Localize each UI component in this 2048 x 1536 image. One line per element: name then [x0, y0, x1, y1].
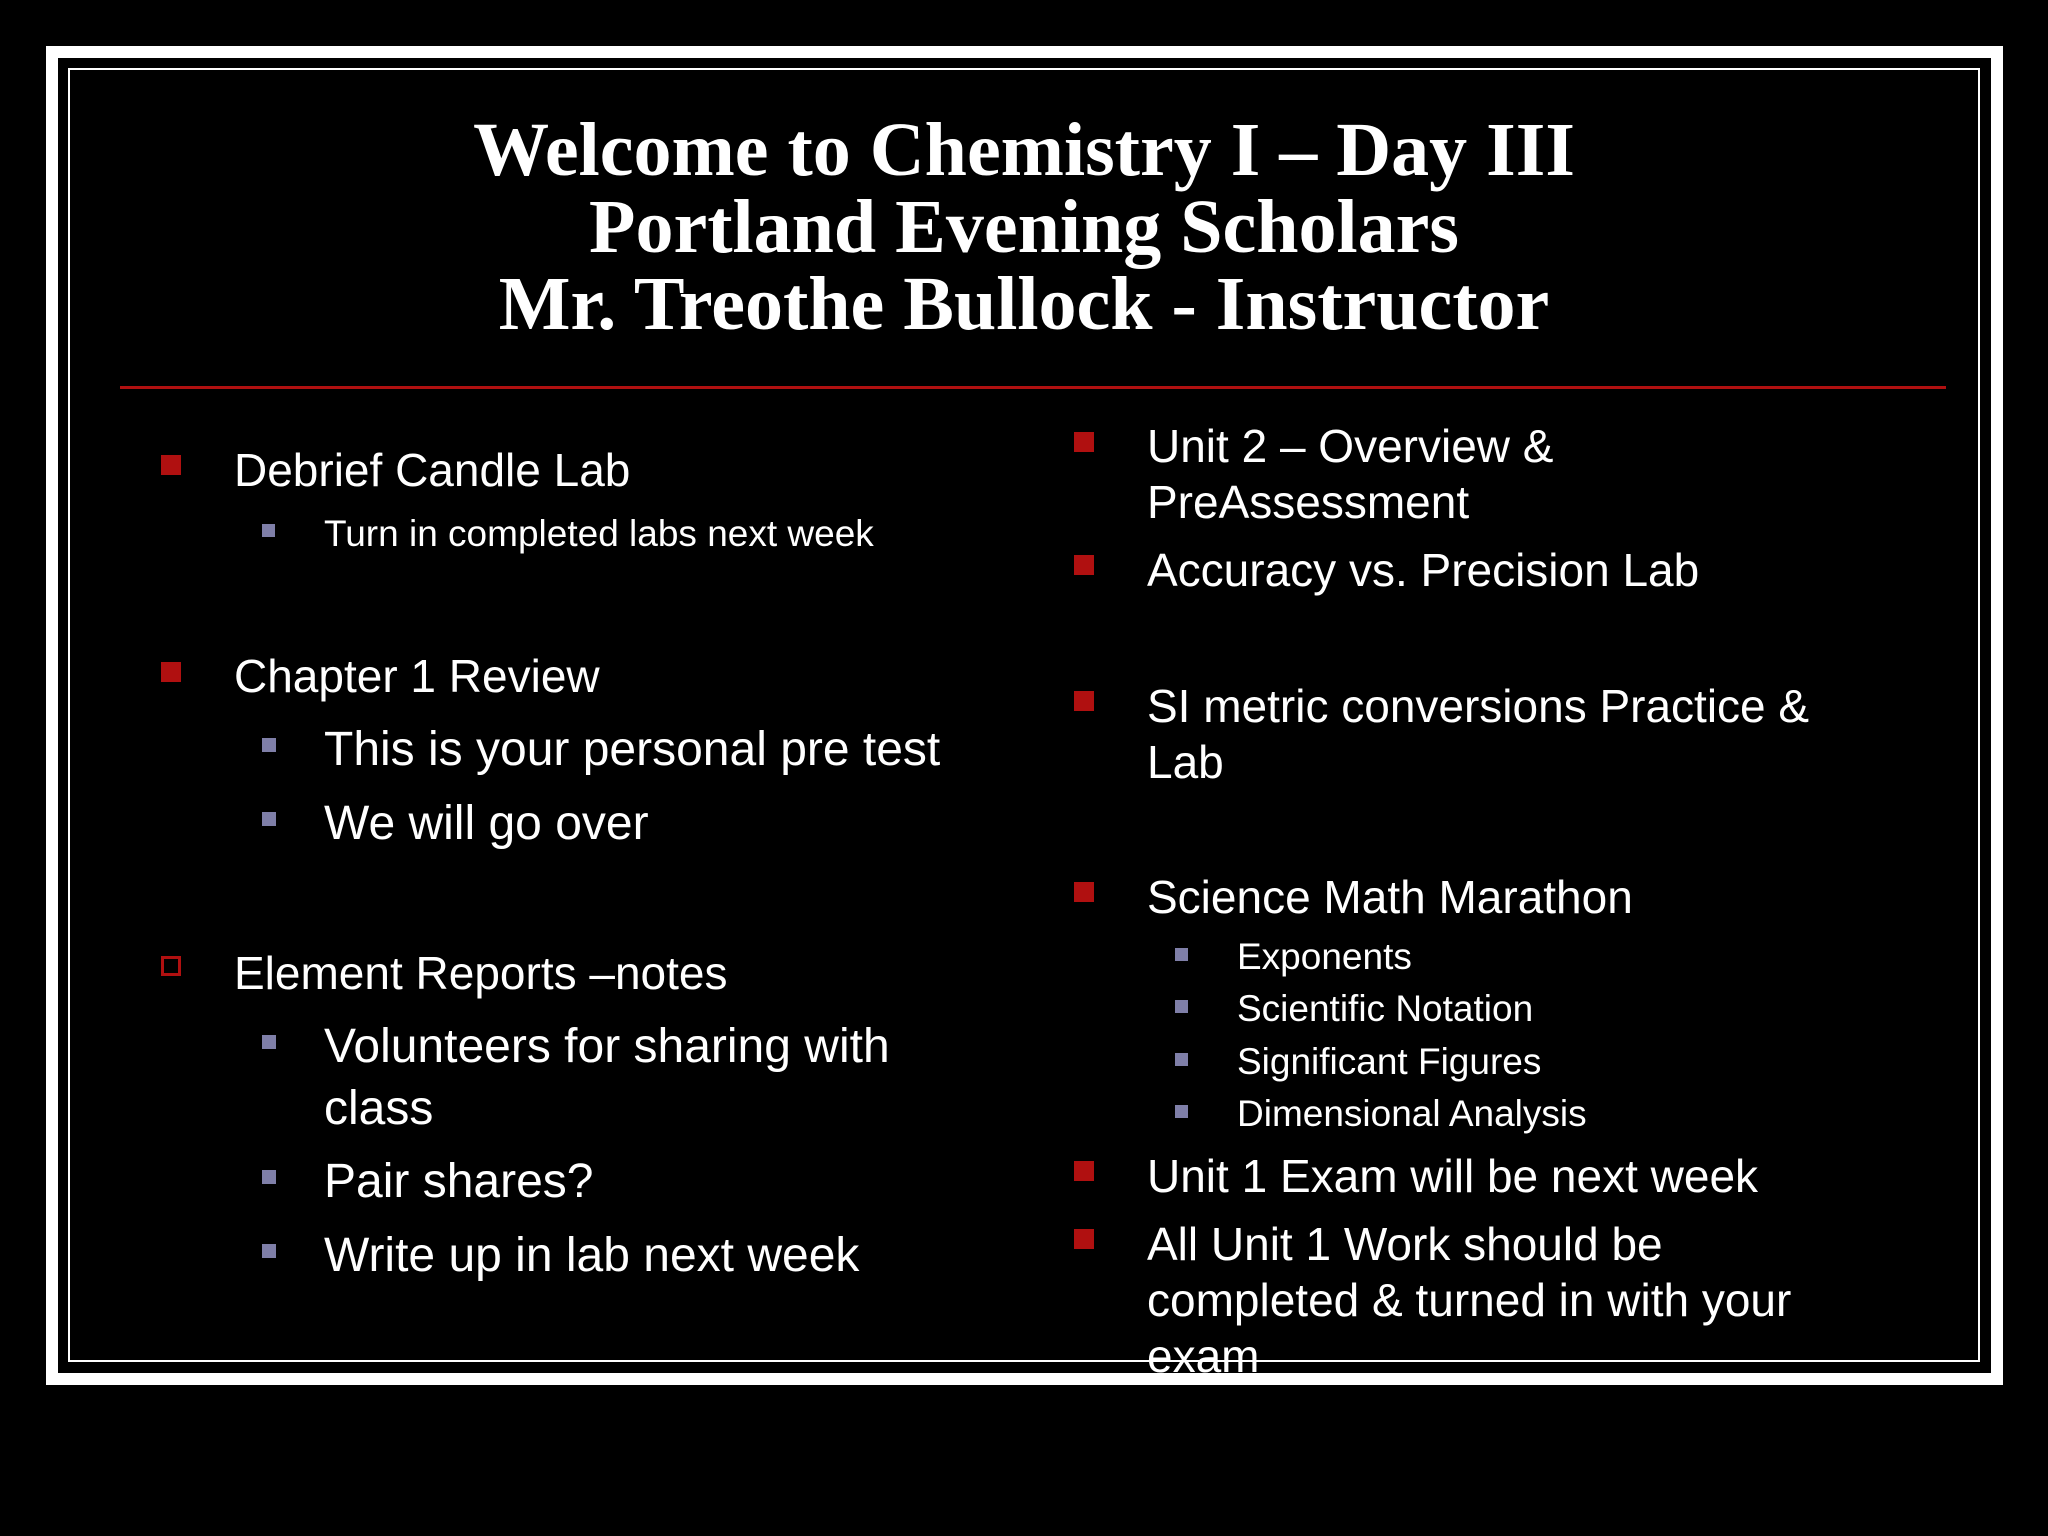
bullet-unit-1-exam: Unit 1 Exam will be next week	[1147, 1150, 1759, 1202]
title-line-2: Portland Evening Scholars	[589, 185, 1459, 269]
sub-bullet-significant-figures: Significant Figures	[1237, 1041, 1542, 1082]
bullet-icon	[1074, 1229, 1094, 1249]
sub-bullet-icon	[262, 738, 276, 752]
sub-bullet-icon	[1175, 1053, 1188, 1066]
bullet-icon	[1074, 555, 1094, 575]
bullet-icon	[161, 662, 181, 682]
bullet-unit-1-work-line-1: All Unit 1 Work should be	[1147, 1218, 1663, 1270]
sub-bullet-icon	[262, 1035, 276, 1049]
bullet-si-line-1: SI metric conversions Practice &	[1147, 680, 1810, 732]
sub-bullet-icon	[262, 812, 276, 826]
sub-bullet-volunteers: Volunteers for sharing with	[324, 1020, 890, 1073]
sub-bullet-pre-test: This is your personal pre test	[324, 723, 941, 776]
title-divider	[120, 386, 1946, 389]
sub-bullet-icon	[262, 524, 275, 537]
sub-bullet-icon	[262, 1170, 276, 1184]
sub-bullet-write-up: Write up in lab next week	[324, 1229, 860, 1282]
bullet-accuracy-precision-lab: Accuracy vs. Precision Lab	[1147, 544, 1700, 596]
sub-bullet-icon	[262, 1244, 276, 1258]
sub-bullet-icon	[1175, 948, 1188, 961]
slide-title	[0, 108, 2048, 346]
bullet-icon	[1074, 691, 1094, 711]
bullet-unit-1-work-line-3: exam	[1147, 1330, 1260, 1382]
sub-bullet-dimensional-analysis: Dimensional Analysis	[1237, 1093, 1587, 1134]
sub-bullet-exponents: Exponents	[1237, 936, 1412, 977]
hollow-bullet-icon	[161, 956, 181, 976]
bullet-unit-2-line-2: PreAssessment	[1147, 476, 1470, 528]
sub-bullet-pair-shares: Pair shares?	[324, 1155, 594, 1208]
bullet-element-reports: Element Reports –notes	[234, 947, 728, 999]
sub-bullet-icon	[1175, 1000, 1188, 1013]
title-line-1: Welcome to Chemistry I – Day III	[473, 108, 1575, 192]
sub-bullet-icon	[1175, 1105, 1188, 1118]
sub-bullet-volunteers-cont: class	[324, 1082, 434, 1135]
bullet-chapter-1-review: Chapter 1 Review	[234, 650, 600, 702]
bullet-debrief-candle-lab: Debrief Candle Lab	[234, 444, 631, 496]
sub-bullet-scientific-notation: Scientific Notation	[1237, 988, 1534, 1029]
bullet-icon	[1074, 1161, 1094, 1181]
title-line-3: Mr. Treothe Bullock - Instructor	[498, 262, 1550, 346]
bullet-si-line-2: Lab	[1147, 736, 1224, 788]
bullet-science-math-marathon: Science Math Marathon	[1147, 871, 1633, 923]
bullet-icon	[1074, 882, 1094, 902]
bullet-icon	[161, 455, 181, 475]
sub-bullet-go-over: We will go over	[324, 797, 649, 850]
bullet-unit-1-work-line-2: completed & turned in with your	[1147, 1274, 1792, 1326]
bullet-icon	[1074, 432, 1094, 452]
bullet-unit-2-line-1: Unit 2 – Overview &	[1147, 420, 1554, 472]
sub-bullet-turn-in-labs: Turn in completed labs next week	[324, 513, 874, 554]
